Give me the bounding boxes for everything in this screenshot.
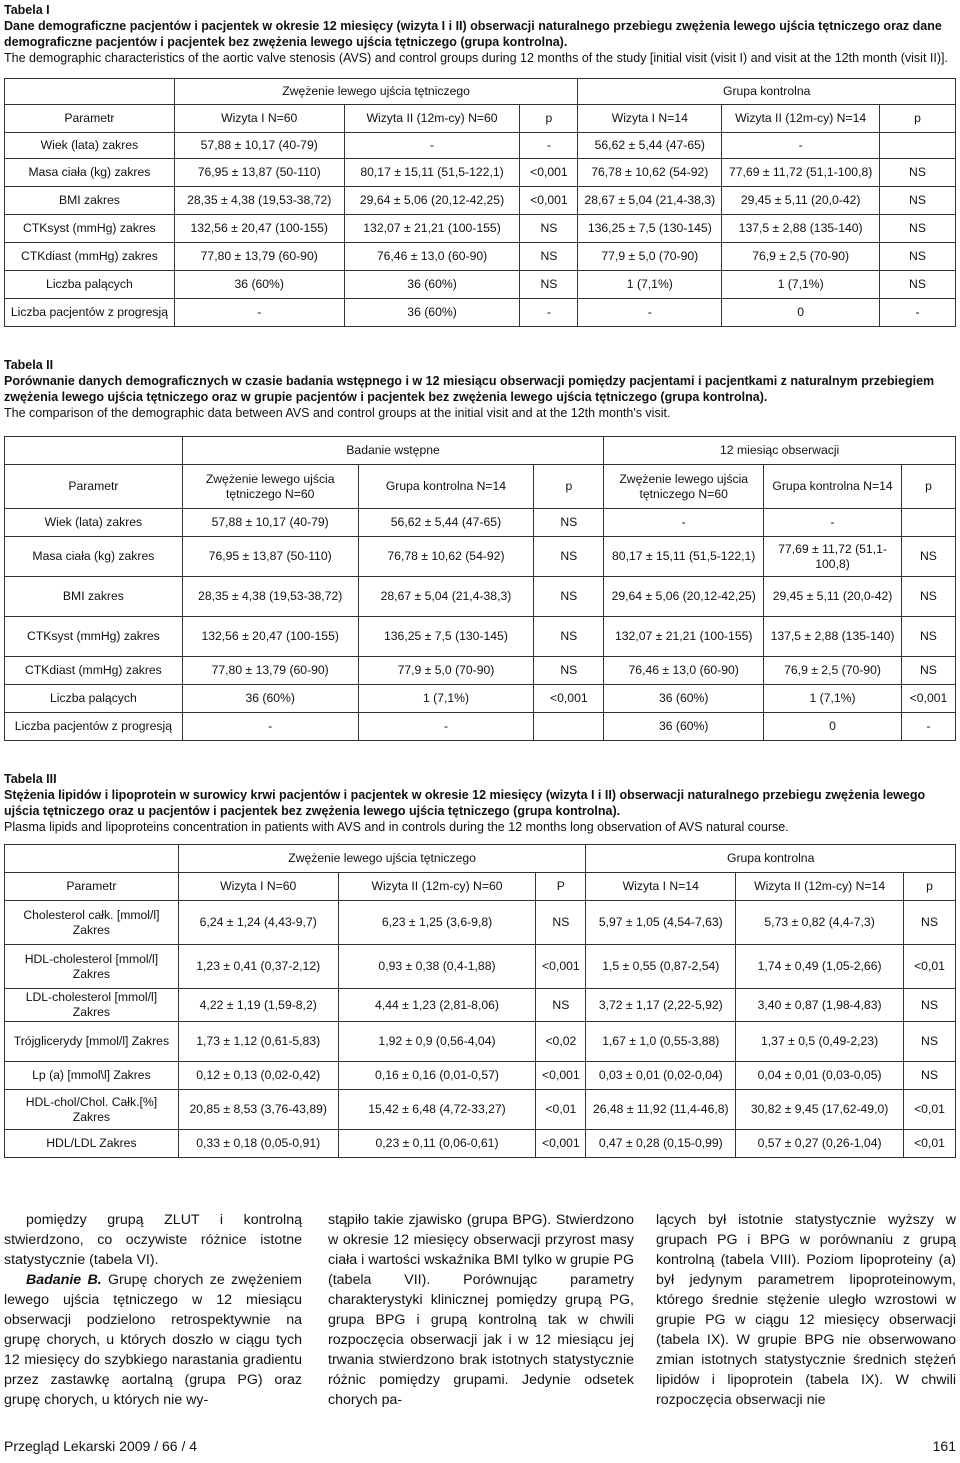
table-cell: - (880, 299, 956, 327)
row-parameter: CTKsyst (mmHg) zakres (5, 215, 175, 243)
table3-header-row (5, 873, 956, 901)
table-cell: 76,95 ± 13,87 (50-110) (182, 537, 358, 577)
table-cell: 36 (60%) (604, 685, 764, 713)
table-cell: <0,01 (903, 1130, 955, 1158)
table-row (5, 713, 956, 741)
table3-group-control: Grupa kontrolna (586, 845, 956, 873)
table-cell (901, 509, 955, 537)
table-cell: <0,001 (536, 945, 586, 989)
table-cell: NS (520, 243, 578, 271)
table1-header: Wizyta I N=14 (578, 105, 722, 133)
table-cell: <0,001 (520, 187, 578, 215)
table-row (5, 577, 956, 617)
table-cell: NS (880, 187, 956, 215)
table-row (5, 617, 956, 657)
table-cell: <0,001 (536, 1130, 586, 1158)
table-cell: NS (534, 577, 604, 617)
table-row (5, 1062, 956, 1090)
table-cell: - (901, 713, 955, 741)
table-cell (880, 133, 956, 159)
table-row (5, 537, 956, 577)
table-cell: NS (520, 215, 578, 243)
table2-header: Zwężenie lewego ujścia tętniczego N=60 (604, 465, 764, 509)
table-cell: 0,57 ± 0,27 (0,26-1,04) (736, 1130, 904, 1158)
table3 (4, 844, 956, 1158)
table-cell: 137,5 ± 2,88 (135-140) (722, 215, 880, 243)
table-cell: - (358, 713, 534, 741)
table-cell: 29,45 ± 5,11 (20,0-42) (722, 187, 880, 215)
paragraph (4, 1270, 302, 1410)
table-cell: 26,48 ± 11,92 (11,4-46,8) (586, 1090, 736, 1130)
row-parameter: Liczba palących (5, 271, 175, 299)
row-parameter: LDL-cholesterol [mmol/l] Zakres (5, 989, 179, 1022)
table-cell: - (604, 509, 764, 537)
table2-header: Grupa kontrolna N=14 (764, 465, 902, 509)
row-parameter: Trójglicerydy [mmol/l] Zakres (5, 1022, 179, 1062)
table-cell: 76,78 ± 10,62 (54-92) (578, 159, 722, 187)
table-row (5, 133, 956, 159)
table3-header: Wizyta I N=14 (586, 873, 736, 901)
table-cell: 36 (60%) (344, 271, 520, 299)
table-cell: 5,73 ± 0,82 (4,4-7,3) (736, 901, 904, 945)
paragraph: stąpiło takie zjawisko (grupa BPG). Stwierdzono w okresie 12 miesięcy obserwacji przyrost masy ciała i wartości wskaźnika BMI tylko w grupie PG (tabela VII). Porównując parametry charakterystyki klinicznej pomiędzy grupą PG, grupa BPG i grupą kontrolną tak w chwili rozpoczęcia obserwacji jak i w 12 miesiącu jej trwania stwierdzono brak istotnych statystycznie różnic pomiędzy grupami. Jedynie odsetek chorych pa- (328, 1212, 634, 1408)
table1-header: Wizyta I N=60 (174, 105, 344, 133)
table3-group-avs: Zwężenie lewego ujścia tętniczego (178, 845, 586, 873)
row-parameter: BMI zakres (5, 187, 175, 215)
table2-title-pl: Porównanie danych demograficznych w czasie badania wstępnego i w 12 miesiącu obserwacji pomiędzy pacjentami i pacjentkami z naturalnym przebiegiem zwężenia lewego ujścia tętniczego oraz w grupie pacjentów i pacjentek bez zwężenia lewego ujścia tętniczego (grupa kontrolna). (4, 374, 935, 404)
table-cell: <0,001 (534, 685, 604, 713)
table1-header: p (880, 105, 956, 133)
table-cell: 77,9 ± 5,0 (70-90) (578, 243, 722, 271)
table1-header: p (520, 105, 578, 133)
table-cell: - (182, 713, 358, 741)
table-cell (534, 713, 604, 741)
table-cell: NS (880, 159, 956, 187)
table-cell: 77,9 ± 5,0 (70-90) (358, 657, 534, 685)
table-cell: 0 (764, 713, 902, 741)
table-cell: - (520, 299, 578, 327)
table-cell: <0,01 (903, 1090, 955, 1130)
table-row (5, 271, 956, 299)
table-cell: <0,01 (536, 1090, 586, 1130)
table-cell: 3,40 ± 0,87 (1,98-4,83) (736, 989, 904, 1022)
table1-group-avs: Zwężenie lewego ujścia tętniczego (174, 79, 578, 105)
table-cell: 77,80 ± 13,79 (60-90) (182, 657, 358, 685)
table-cell: NS (903, 989, 955, 1022)
table-cell: 56,62 ± 5,44 (47-65) (578, 133, 722, 159)
table-cell: 29,64 ± 5,06 (20,12-42,25) (344, 187, 520, 215)
table-cell: 77,69 ± 11,72 (51,1-100,8) (722, 159, 880, 187)
table-cell: 0,93 ± 0,38 (0,4-1,88) (338, 945, 536, 989)
table-row (5, 509, 956, 537)
table-cell: 57,88 ± 10,17 (40-79) (182, 509, 358, 537)
table-cell: - (344, 133, 520, 159)
table3-caption (4, 771, 956, 835)
table-cell: 1,74 ± 0,49 (1,05-2,66) (736, 945, 904, 989)
table-cell: 36 (60%) (344, 299, 520, 327)
journal-name: Przegląd Lekarski 2009 / 66 / 4 (4, 1438, 198, 1454)
table-cell: 5,97 ± 1,05 (4,54-7,63) (586, 901, 736, 945)
table-cell: <0,001 (536, 1062, 586, 1090)
table-cell: NS (903, 1022, 955, 1062)
text-column-3 (656, 1210, 956, 1410)
table-row (5, 901, 956, 945)
table-row (5, 1130, 956, 1158)
table1-header: Parametr (5, 105, 175, 133)
table-cell: NS (534, 657, 604, 685)
table-row (5, 243, 956, 271)
table-cell: 132,56 ± 20,47 (100-155) (182, 617, 358, 657)
table-cell: 1,92 ± 0,9 (0,56-4,04) (338, 1022, 536, 1062)
table2-header: Grupa kontrolna N=14 (358, 465, 534, 509)
row-parameter: Liczba pacjentów z progresją (5, 299, 175, 327)
table1-header-row (5, 105, 956, 133)
table2-group-12months: 12 miesiąc obserwacji (604, 437, 956, 465)
table-cell: 1 (7,1%) (764, 685, 902, 713)
table-cell: NS (901, 617, 955, 657)
table-cell: NS (901, 537, 955, 577)
table-row (5, 657, 956, 685)
table-row (5, 215, 956, 243)
table-cell: 28,35 ± 4,38 (19,53-38,72) (174, 187, 344, 215)
table-row (5, 187, 956, 215)
table-cell: 57,88 ± 10,17 (40-79) (174, 133, 344, 159)
table-cell: 15,42 ± 6,48 (4,72-33,27) (338, 1090, 536, 1130)
table-cell: NS (534, 537, 604, 577)
table-cell: 36 (60%) (604, 713, 764, 741)
table3-header: P (536, 873, 586, 901)
table-cell: 80,17 ± 15,11 (51,5-122,1) (604, 537, 764, 577)
table3-header: p (903, 873, 955, 901)
table-cell: 6,24 ± 1,24 (4,43-9,7) (178, 901, 338, 945)
table-cell: 1,37 ± 0,5 (0,49-2,23) (736, 1022, 904, 1062)
table1-title-en: The demographic characteristics of the aortic valve stenosis (AVS) and control groups during 12 months of the study [initial visit (visit I) and visit at the 12th month (visit II)]. (4, 51, 948, 65)
table-cell: 132,07 ± 21,21 (100-155) (344, 215, 520, 243)
table2-header: p (901, 465, 955, 509)
page-number: 161 (932, 1438, 956, 1454)
row-parameter: Liczba pacjentów z progresją (5, 713, 183, 741)
table-cell: 1,73 ± 1,12 (0,61-5,83) (178, 1022, 338, 1062)
table-cell: 4,22 ± 1,19 (1,59-8,2) (178, 989, 338, 1022)
table1-caption (4, 2, 956, 66)
table-cell: 77,69 ± 11,72 (51,1-100,8) (764, 537, 902, 577)
table-row (5, 159, 956, 187)
section-heading: Badanie B. (26, 1272, 102, 1288)
table2-label: Tabela II (4, 358, 54, 372)
table-cell: 36 (60%) (182, 685, 358, 713)
table-cell: - (764, 509, 902, 537)
table-cell: NS (880, 215, 956, 243)
row-parameter: CTKdiast (mmHg) zakres (5, 657, 183, 685)
table-cell: 6,23 ± 1,25 (3,6-9,8) (338, 901, 536, 945)
table2-header: Parametr (5, 465, 183, 509)
table-cell: 136,25 ± 7,5 (130-145) (358, 617, 534, 657)
table-cell: 1,23 ± 0,41 (0,37-2,12) (178, 945, 338, 989)
row-parameter: Wiek (lata) zakres (5, 509, 183, 537)
table-cell: 0,03 ± 0,01 (0,02-0,04) (586, 1062, 736, 1090)
table-row (5, 685, 956, 713)
table2 (4, 436, 956, 741)
table3-title-pl: Stężenia lipidów i lipoprotein w surowicy krwi pacjentów i pacjentek w okresie 12 miesięcy (wizyta I i II) obserwacji naturalnego przebiegu zwężenia lewego ujścia tętniczego oraz u pacjentów i pacjentek bez zwężenia lewego ujścia tętniczego (grupa kontrolna). (4, 788, 926, 818)
table-cell: 0,23 ± 0,11 (0,06-0,61) (338, 1130, 536, 1158)
table1-group-control: Grupa kontrolna (578, 79, 956, 105)
table-row (5, 1090, 956, 1130)
table-cell: 132,56 ± 20,47 (100-155) (174, 215, 344, 243)
table-cell: 20,85 ± 8,53 (3,76-43,89) (178, 1090, 338, 1130)
table3-label: Tabela III (4, 772, 57, 786)
table-cell: 136,25 ± 7,5 (130-145) (578, 215, 722, 243)
table3-header: Wizyta I N=60 (178, 873, 338, 901)
table1-label: Tabela I (4, 3, 50, 17)
table-cell: 0,33 ± 0,18 (0,05-0,91) (178, 1130, 338, 1158)
row-parameter: Masa ciała (kg) zakres (5, 537, 183, 577)
table-cell: 1,5 ± 0,55 (0,87-2,54) (586, 945, 736, 989)
row-parameter: CTKdiast (mmHg) zakres (5, 243, 175, 271)
table-cell: 0,47 ± 0,28 (0,15-0,99) (586, 1130, 736, 1158)
table-cell: 28,35 ± 4,38 (19,53-38,72) (182, 577, 358, 617)
table3-group-row (5, 845, 956, 873)
table-row (5, 299, 956, 327)
table-cell: 77,80 ± 13,79 (60-90) (174, 243, 344, 271)
table-cell: NS (880, 271, 956, 299)
table-cell: 29,64 ± 5,06 (20,12-42,25) (604, 577, 764, 617)
row-parameter: HDL-cholesterol [mmol/l] Zakres (5, 945, 179, 989)
table-cell: NS (901, 577, 955, 617)
table-cell: 76,78 ± 10,62 (54-92) (358, 537, 534, 577)
row-parameter: CTKsyst (mmHg) zakres (5, 617, 183, 657)
table-cell: 0,12 ± 0,13 (0,02-0,42) (178, 1062, 338, 1090)
paragraph: pomiędzy grupą ZLUT i kontrolną stwierdzono, co oczywiste różnice istotne statystycznie (tabela VI). (4, 1212, 302, 1268)
table-cell: 1,67 ± 1,0 (0,55-3,88) (586, 1022, 736, 1062)
table-cell: NS (536, 989, 586, 1022)
row-parameter: Lp (a) [mmol\l] Zakres (5, 1062, 179, 1090)
table3-header: Wizyta II (12m-cy) N=60 (338, 873, 536, 901)
text-column-2 (328, 1210, 634, 1410)
table2-group-row (5, 437, 956, 465)
row-parameter: HDL-chol/Chol. Całk.[%] Zakres (5, 1090, 179, 1130)
table-cell: 76,46 ± 13,0 (60-90) (344, 243, 520, 271)
row-parameter: Liczba palących (5, 685, 183, 713)
table2-group-initial: Badanie wstępne (182, 437, 604, 465)
table-cell: 28,67 ± 5,04 (21,4-38,3) (358, 577, 534, 617)
table-cell: NS (903, 1062, 955, 1090)
table-cell: <0,001 (901, 685, 955, 713)
table-cell: 76,9 ± 2,5 (70-90) (722, 243, 880, 271)
table-cell: NS (536, 901, 586, 945)
table-cell: 0,04 ± 0,01 (0,03-0,05) (736, 1062, 904, 1090)
table1-header: Wizyta II (12m-cy) N=14 (722, 105, 880, 133)
row-parameter: Cholesterol całk. [mmol/l] Zakres (5, 901, 179, 945)
table2-caption (4, 357, 956, 421)
table3-header: Wizyta II (12m-cy) N=14 (736, 873, 904, 901)
table-cell: 0 (722, 299, 880, 327)
table1 (4, 78, 956, 327)
table-cell: 76,46 ± 13,0 (60-90) (604, 657, 764, 685)
table-cell: NS (901, 657, 955, 685)
table-cell: - (578, 299, 722, 327)
table-cell: NS (520, 271, 578, 299)
table-cell: 30,82 ± 9,45 (17,62-49,0) (736, 1090, 904, 1130)
table-cell: <0,01 (903, 945, 955, 989)
table-cell: 80,17 ± 15,11 (51,5-122,1) (344, 159, 520, 187)
article-body (4, 1210, 956, 1420)
table-cell: NS (880, 243, 956, 271)
table-cell: 76,95 ± 13,87 (50-110) (174, 159, 344, 187)
table-cell: NS (534, 509, 604, 537)
table2-header-row (5, 465, 956, 509)
table-cell: 1 (7,1%) (722, 271, 880, 299)
table-cell: 56,62 ± 5,44 (47-65) (358, 509, 534, 537)
table-row (5, 989, 956, 1022)
table-cell: <0,02 (536, 1022, 586, 1062)
table-cell: 29,45 ± 5,11 (20,0-42) (764, 577, 902, 617)
row-parameter: BMI zakres (5, 577, 183, 617)
paragraph-text: Grupę chorych ze zwężeniem lewego ujścia tętniczego w 12 miesiącu obserwacji podzielono retrospektywnie na grupę chorych, u których doszło w ciągu tych 12 miesięcy do szybkiego narastania gradientu przez zastawkę aortalną (grupa PG) oraz grupę chorych, u których nie wy- (4, 1272, 303, 1408)
table-cell: 1 (7,1%) (358, 685, 534, 713)
table2-title-en: The comparison of the demographic data between AVS and control groups at the initial visit and at the 12th month's visit. (4, 406, 671, 420)
table-cell: <0,001 (520, 159, 578, 187)
table-cell: 137,5 ± 2,88 (135-140) (764, 617, 902, 657)
table-cell: 0,16 ± 0,16 (0,01-0,57) (338, 1062, 536, 1090)
table-cell: 4,44 ± 1,23 (2,81-8,06) (338, 989, 536, 1022)
table-cell: - (520, 133, 578, 159)
table1-group-row (5, 79, 956, 105)
table-cell: NS (534, 617, 604, 657)
row-parameter: Wiek (lata) zakres (5, 133, 175, 159)
table-row (5, 1022, 956, 1062)
table-cell: 1 (7,1%) (578, 271, 722, 299)
table-row (5, 945, 956, 989)
table-cell: 36 (60%) (174, 271, 344, 299)
table2-header: p (534, 465, 604, 509)
table-cell: 3,72 ± 1,17 (2,22-5,92) (586, 989, 736, 1022)
text-column-1 (4, 1210, 302, 1410)
table-cell: NS (903, 901, 955, 945)
table-cell: 76,9 ± 2,5 (70-90) (764, 657, 902, 685)
table-cell: 132,07 ± 21,21 (100-155) (604, 617, 764, 657)
table1-title-pl: Dane demograficzne pacjentów i pacjentek w okresie 12 miesięcy (wizyta I i II) obserwacji naturalnego przebiegu zwężenia lewego ujścia tętniczego oraz dane demograficzne pacjentów i pacjentek bez zwężenia lewego ujścia tętniczego (grupa kontrolna). (4, 19, 942, 49)
table-cell: 28,67 ± 5,04 (21,4-38,3) (578, 187, 722, 215)
row-parameter: Masa ciała (kg) zakres (5, 159, 175, 187)
table3-header: Parametr (5, 873, 179, 901)
table1-header: Wizyta II (12m-cy) N=60 (344, 105, 520, 133)
paragraph: lących był istotnie statystycznie wyższy w grupach PG i BPG w porównaniu z grupą kontrolną (tabela VIII). Poziom lipoproteiny (a) był jedynym parametrem lipoproteinowym, którego średnie stężenie uległo wzrostowi w grupie PG w ciągu 12 miesięcy obserwacji (tabela IX). W grupie BPG nie obserwowano zmian istotnych statystycznie średnich stężeń lipidów i lipoprotein (tabela IX). W chwili rozpoczęcia obserwacji nie (656, 1212, 956, 1408)
table2-header: Zwężenie lewego ujścia tętniczego N=60 (182, 465, 358, 509)
table-cell: - (722, 133, 880, 159)
table3-title-en: Plasma lipids and lipoproteins concentration in patients with AVS and in controls during the 12 months long observation of AVS natural course. (4, 820, 789, 834)
row-parameter: HDL/LDL Zakres (5, 1130, 179, 1158)
table-cell: - (174, 299, 344, 327)
